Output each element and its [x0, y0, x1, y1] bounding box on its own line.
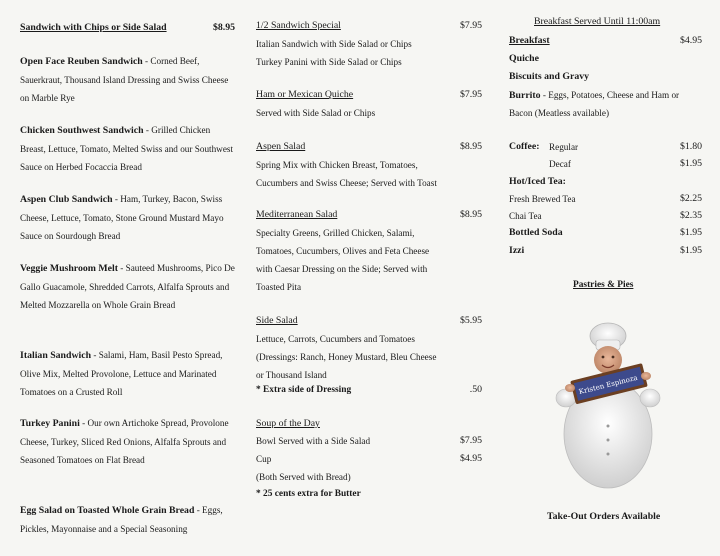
item-price: $8.95 — [459, 209, 482, 220]
item-desc: Bowl Served with a Side Salad — [256, 436, 371, 446]
quiche-header — [256, 86, 482, 104]
menu-item — [20, 121, 235, 176]
item-price: $4.95 — [459, 453, 482, 464]
aspen-salad-header — [256, 138, 482, 156]
item-desc: (Dressings: Ranch, Honey Mustard, Bleu Cheese — [256, 352, 437, 362]
menu-item — [20, 190, 235, 245]
coffee-regular-row — [509, 138, 702, 156]
item-price: $1.95 — [679, 245, 702, 256]
item-desc: Regular — [549, 142, 579, 152]
item-name: Biscuits and Gravy — [509, 71, 590, 82]
pastries-title: Pastries & Pies — [573, 280, 634, 290]
item-desc: Turkey Panini with Side Salad or Chips — [256, 57, 402, 67]
item-price: $1.95 — [679, 227, 702, 238]
item-name: Coffee: — [509, 141, 540, 152]
item-name: Chicken Southwest Sandwich — [20, 125, 144, 136]
item-name: Izzi — [509, 245, 525, 256]
item-name: Italian Sandwich — [20, 350, 92, 361]
item-name: Aspen Club Sandwich — [20, 194, 113, 205]
half-sandwich-header — [256, 17, 482, 35]
menu-item — [20, 259, 235, 314]
item-desc: Bacon (Meatless available) — [509, 108, 609, 118]
item-name: Hot/Iced Tea: — [509, 176, 566, 187]
item-desc: Spring Mix with Chicken Breast, Tomatoes, — [256, 160, 418, 170]
item-desc: Toasted Pita — [256, 282, 302, 292]
item-name: Breakfast — [509, 35, 550, 46]
bottled-soda-row — [509, 224, 702, 242]
item-desc: Italian Sandwich with Side Salad or Chips — [256, 39, 412, 49]
sandwich-header-price: $8.95 — [212, 22, 235, 33]
item-price: $1.80 — [679, 141, 702, 152]
item-name: Bottled Soda — [509, 227, 563, 238]
sandwich-header-name: Sandwich with Chips or Side Salad — [20, 22, 167, 33]
side-salad-header — [256, 312, 482, 330]
item-name: 1/2 Sandwich Special — [256, 20, 341, 31]
item-desc: (Both Served with Bread) — [256, 472, 351, 482]
item-desc: * Extra side of Dressing — [256, 385, 352, 395]
item-desc: Fresh Brewed Tea — [509, 194, 576, 204]
item-desc: Served with Side Salad or Chips — [256, 108, 376, 118]
item-name: Veggie Mushroom Melt — [20, 263, 118, 274]
item-price: .50 — [469, 384, 482, 395]
item-name: Open Face Reuben Sandwich — [20, 56, 143, 67]
item-name: Ham or Mexican Quiche — [256, 89, 354, 100]
breakfast-title: Breakfast Served Until 11:00am — [534, 16, 661, 27]
extra-dressing-row — [256, 381, 482, 399]
item-desc: - Salami, Ham, Basil Pesto Spread, Olive Mix, Melted Provolone, Lettuce and Marinated Tomatoes on a Crusted Roll — [20, 350, 223, 397]
specials-column — [256, 0, 482, 556]
item-desc: Cucumbers and Swiss Cheese; Served with Toast — [256, 178, 437, 188]
menu-item — [20, 501, 235, 538]
item-price: $5.95 — [459, 315, 482, 326]
menu-item — [20, 414, 235, 469]
item-desc: - Corned Beef, Sauerkraut, Thousand Island Dressing and Swiss Cheese on Marble Rye — [20, 56, 229, 103]
chef-sign-text: Kristen Espinoza — [578, 373, 639, 397]
item-desc: Decaf — [549, 159, 571, 169]
item-price: $2.25 — [679, 193, 702, 204]
item-desc: - Grilled Chicken Breast, Lettuce, Tomato, Melted Swiss and our Southwest Sauce on Herbed Focaccia Bread — [20, 125, 234, 172]
item-price: $1.95 — [679, 158, 702, 169]
izzi-row — [509, 242, 702, 260]
item-desc: Lettuce, Carrots, Cucumbers and Tomatoes — [256, 334, 415, 344]
burrito-line — [509, 86, 679, 105]
item-desc: - Eggs, Pickles, Mayonnaise and a Special Seasoning — [20, 505, 223, 534]
item-price: $7.95 — [459, 20, 482, 31]
sandwich-column — [20, 0, 235, 556]
item-price: $8.95 — [459, 141, 482, 152]
menu-item — [20, 346, 235, 401]
item-desc: Specialty Greens, Grilled Chicken, Salami, — [256, 228, 415, 238]
item-desc: - Our own Artichoke Spread, Provolone Cheese, Turkey, Sliced Red Onions, Alfalfa Sprouts and Seasoned Tomatoes on Flat Bread — [20, 418, 229, 465]
item-desc: Chai Tea — [509, 211, 542, 221]
item-desc: - Sauteed Mushrooms, Pico De Gallo Guacamole, Shredded Carrots, Alfalfa Sprouts and Melted Mozzarella on Whole Grain Bread — [20, 263, 235, 310]
item-name: Quiche — [509, 53, 539, 64]
item-price: $4.95 — [679, 35, 702, 46]
menu-item — [20, 52, 235, 107]
item-name: Turkey Panini — [20, 418, 80, 429]
sandwich-header — [20, 19, 235, 37]
chef-illustration — [552, 322, 664, 490]
takeout-notice: Take-Out Orders Available — [547, 511, 661, 522]
item-desc: - Ham, Turkey, Bacon, Swiss Cheese, Lettuce, Tomato, Stone Ground Mustard Mayo Sauce on Sourdough Bread — [20, 194, 224, 241]
soup-cup-row — [256, 450, 482, 468]
mediterranean-header — [256, 206, 482, 224]
item-desc: * 25 cents extra for Butter — [256, 489, 361, 499]
item-name: Aspen Salad — [256, 141, 306, 152]
item-name: Side Salad — [256, 315, 298, 326]
item-desc: or Thousand Island — [256, 370, 327, 380]
soup-header — [256, 415, 482, 433]
breakfast-header — [509, 32, 702, 50]
item-desc: Cup — [256, 454, 272, 464]
item-desc: with Caesar Dressing on the Side; Served with — [256, 264, 428, 274]
item-price: $7.95 — [459, 435, 482, 446]
item-desc: Tomatoes, Cucumbers, Olives and Feta Cheese — [256, 246, 430, 256]
item-price: $7.95 — [459, 89, 482, 100]
item-name: Mediterranean Salad — [256, 209, 338, 220]
item-name: Burrito — [509, 90, 541, 101]
soup-bowl-row — [256, 432, 482, 450]
item-name: Soup of the Day — [256, 418, 320, 429]
item-desc: - Eggs, Potatoes, Cheese and Ham or — [540, 90, 680, 100]
item-name: Egg Salad on Toasted Whole Grain Bread — [20, 505, 195, 516]
item-price: $2.35 — [679, 210, 702, 221]
